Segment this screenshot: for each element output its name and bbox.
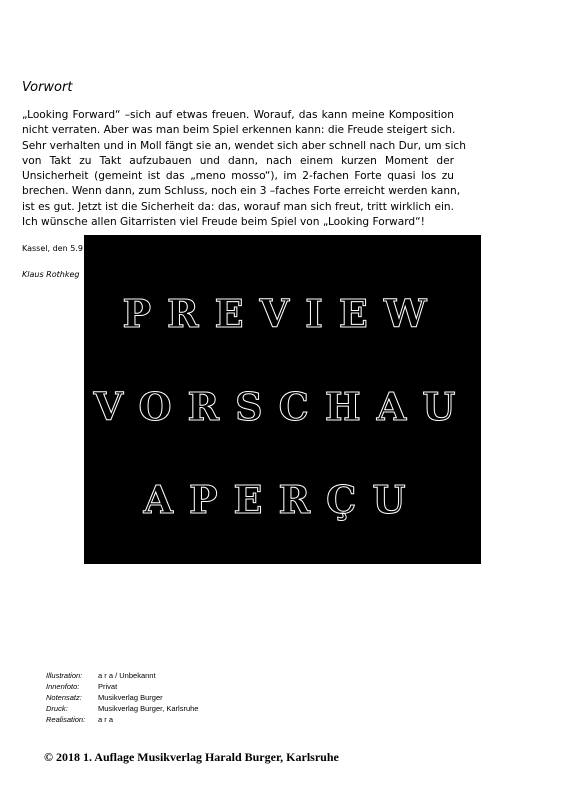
credit-row: [46, 692, 198, 703]
credit-label: Notensatz:: [46, 693, 82, 702]
preview-watermark-overlay: [84, 235, 481, 564]
credit-label: Realisation:: [46, 715, 86, 724]
foreword-line: von Takt zu Takt aufzubauen und dann, nach einem kurzen Moment der: [22, 154, 454, 167]
watermark-vorschau: VORSCHAU: [93, 384, 472, 429]
credits-block: [46, 670, 198, 725]
credit-value: Musikverlag Burger, Karlsruhe: [98, 704, 199, 713]
credit-label: Innenfoto:: [46, 682, 80, 691]
place-date: Kassel, den 5.9: [22, 244, 83, 253]
credit-value: Privat: [98, 682, 118, 691]
foreword-line: brechen. Wenn dann, zum Schluss, noch ein 3 –faches Forte erreicht werden kann,: [22, 185, 461, 198]
credit-row: [46, 703, 198, 714]
foreword-line: „Looking Forward“ –sich auf etwas freuen. Worauf, das kann meine Komposition: [22, 109, 454, 121]
foreword-line: Ich wünsche allen Gitarristen viel Freude beim Spiel von „Looking Forward“!: [22, 216, 425, 229]
credit-value: a r a: [98, 715, 114, 724]
watermark-preview: PREVIEW: [122, 291, 443, 336]
credit-value: a r a / Unbekannt: [98, 671, 156, 680]
credit-row: [46, 714, 198, 725]
foreword-line: Sehr verhalten und in Moll fängt sie an, wendet sich aber schnell nach Dur, um sich: [22, 139, 466, 152]
foreword-line: nicht verraten. Aber was man beim Spiel erkennen kann: die Freude steigert sich.: [22, 124, 456, 137]
credit-label: Druck:: [46, 704, 68, 713]
credit-row: [46, 681, 198, 692]
copyright-line: © 2018 1. Auflage Musikverlag Harald Burger, Karlsruhe: [44, 750, 339, 764]
foreword-text: [22, 108, 466, 230]
credit-label: Illustration:: [46, 671, 83, 680]
credit-value: Musikverlag Burger: [98, 693, 163, 702]
watermark-apercu: APERÇU: [143, 477, 422, 522]
foreword-line: ist es gut. Jetzt ist die Sicherheit da: das, worauf man sich freut, tritt wirklich ein.: [22, 200, 454, 213]
author-signature: Klaus Rothkeg: [22, 270, 80, 279]
section-heading: Vorwort: [22, 80, 73, 95]
foreword-line: Unsicherheit (gemeint ist das „meno mosso“), im 2-fachen Forte quasi los zu: [22, 170, 454, 183]
credit-row: [46, 670, 198, 681]
